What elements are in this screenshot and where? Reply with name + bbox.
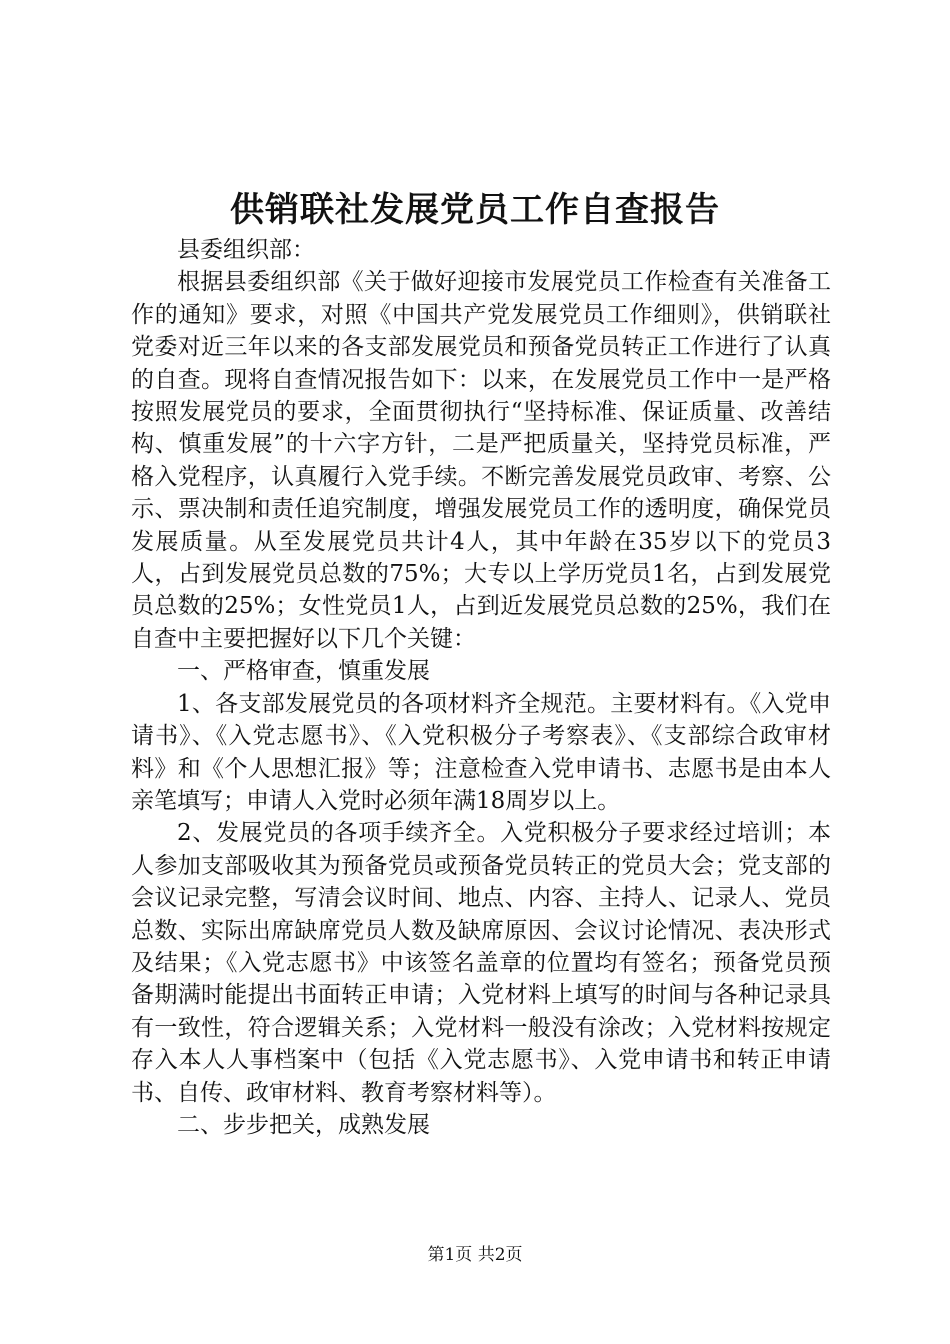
- paragraph-item-1: 1、各支部发展党员的各项材料齐全规范。主要材料有。《入党申请书》、《入党志愿书》、《入党积极分子考察表》、《支部综合政审材料》和《个人思想汇报》等；注意检查入党申请书、志愿书是由本人亲笔填写；申请人入党时必须年满18周岁以上。: [131, 690, 831, 814]
- salutation: 县委组织部：: [177, 237, 315, 263]
- section-heading-1: 一、严格审查，慎重发展: [177, 658, 430, 685]
- page-number: 第1页 共2页: [427, 1245, 523, 1265]
- section-heading-2: 二、步步把关，成熟发展: [177, 1111, 430, 1138]
- paragraph-intro: 根据县委组织部《关于做好迎接市发展党员工作检查有关准备工作的通知》要求，对照《中国共产党发展党员工作细则》，供销联社党委对近三年以来的各支部发展党员和预备党员转正工作进行了认真的自查。现将自查情况报告如下：以来，在发展党员工作中一是严格按照发展党员的要求，全面贯彻执行“坚持标准、保证质量、改善结构、慎重发展”的十六字方针，二是严把质量关，坚持党员标准，严格入党程序，认真履行入党手续。不断完善发展党员政审、考察、公示、票决制和责任追究制度，增强发展党员工作的透明度，确保党员发展质量。从至发展党员共计4人，其中年龄在35岁以下的党员3人，占到发展党员总数的75%；大专以上学历党员1名，占到发展党员总数的25%；女性党员1人，占到近发展党员总数的25%，我们在自查中主要把握好以下几个关键：: [131, 269, 831, 652]
- paragraph-item-2: 2、发展党员的各项手续齐全。入党积极分子要求经过培训；本人参加支部吸收其为预备党员或预备党员转正的党员大会；党支部的会议记录完整，写清会议时间、地点、内容、主持人、记录人、党员总数、实际出席缺席党员人数及缺席原因、会议讨论情况、表决形式及结果；《入党志愿书》中该签名盖章的位置均有签名；预备党员预备期满时能提出书面转正申请；入党材料上填写的时间与各种记录具有一致性，符合逻辑关系；入党材料一般没有涂改；入党材料按规定存入本人人事档案中（包括《入党志愿书》、入党申请书和转正申请书、自传、政审材料、教育考察材料等）。: [131, 820, 831, 1106]
- document-title: 供销联社发展党员工作自查报告: [230, 190, 720, 230]
- document-body: [131, 234, 831, 1141]
